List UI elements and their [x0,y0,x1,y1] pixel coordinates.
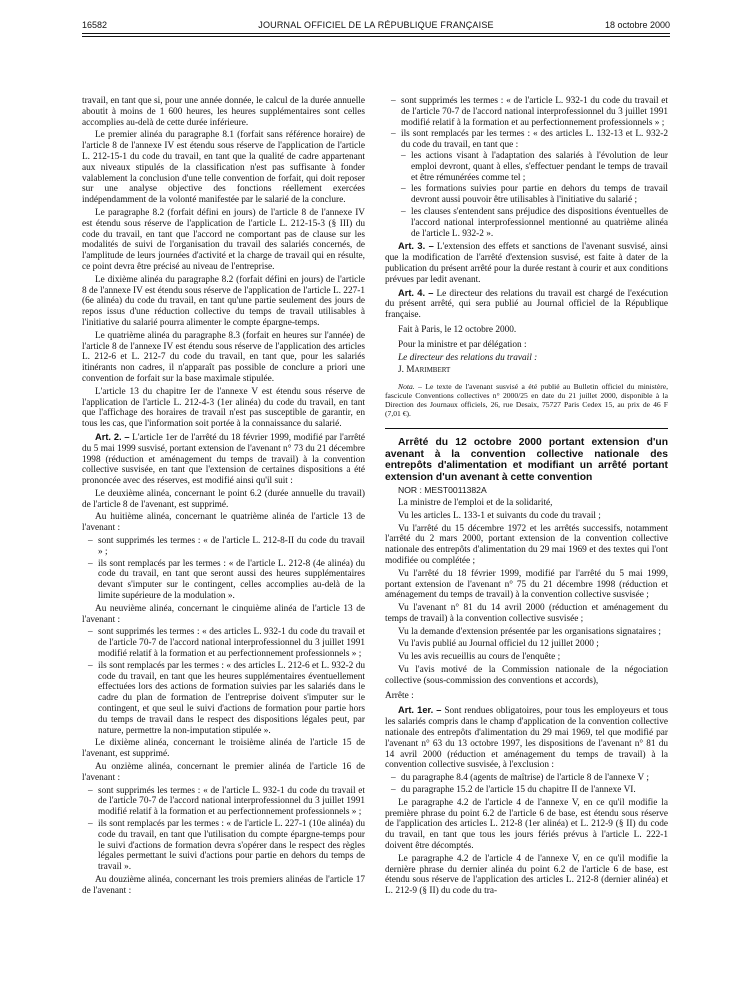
sub-list-item: – les clauses s'entendent sans préjudice des dispositions éventuelles de l'accord national interprofessionnel mentionné au quatrième alinéa de l'article L. 932-2 ». [411,207,668,239]
article-text: Sont rendues obligatoires, pour tous les employeurs et tous les salariés compris dans le champ d'application de la convention collective nationale des entrepôts d'alimentation du 29 mai 1969, tel que modifié par l'avenant n° 63 du 13 octobre 1997, les dispositions de l'avenant n° 81 du 14 avril 2000 (réduction et aménagement du temps de travail) à la convention collective susvisée, à l'exclusion : [385,706,668,771]
nota-note [385,382,668,418]
signatory-name: J. Marimbert [398,365,451,376]
article-3 [385,241,668,285]
article-2 [82,432,365,487]
visa: Vu l'avis publié au Journal officiel du 12 juillet 2000 ; [398,639,599,650]
visa: Vu l'arrêté du 15 décembre 1972 et les arrêtés successifs, notamment l'arrêté du 2 mars 2000, portant extension de la convention collective nationale des entrepôts d'alimentation du 29 mai 1969 et des textes qui l'ont modifiée ou complétée ; [385,523,668,566]
visa: Vu l'avenant n° 81 du 14 avril 2000 (réduction et aménagement du temps de travail) à la convention collective susvisée ; [385,603,668,624]
sub-list-item: – les formations suivies pour partie en dehors du temps de travail devront aussi pouvoir être utilisables à l'initiative du salarié ; [411,184,668,206]
list-item: – sont supprimés les termes : « de l'article L. 932-1 du code du travail et de l'article 70-7 de l'accord national interprofessionnel du 3 juillet 1991 modifié relatif à la formation et au perfectionnement professionnels » ; [98,786,365,818]
article-text: L'article 1er de l'arrêté du 18 février 1999, modifié par l'arrêté du 5 mai 1999 susvisé, portant extension de l'avenant n° 73 du 21 décembre 1998 (réduction et aménagement du temps de travail) à la convention collective susvisée, en tant que l'extension de certaines dispositions a été prononcée avec des réserves, est modifié ainsi qu'il suit : [82,432,365,487]
paragraph: Au huitième alinéa, concernant le quatrième alinéa de l'article 13 de l'avenant : [82,512,365,534]
paragraph: Le premier alinéa du paragraphe 8.1 (forfait sans référence horaire) de l'article 8 de l'annexe IV est étendu sous réserve de l'application de l'article L. 212-15-1 du code du travail, en tant que la qualité de cadre appartenant aux niveaux stipulés de la classification n'est pas suffisante à fonder valablement la conclusion d'une telle convention de forfait, qui doit reposer sur une analyse objective des fonctions réellement exercées indépendamment de la volonté manifestée par le salarié de la conclure. [82,130,365,206]
paragraph: travail, en tant que si, pour une année donnée, le calcul de la durée annuelle aboutit à moins de 1 600 heures, les heures supplémentaires sont celles accomplies au-delà de cette durée inférieure. [82,96,365,128]
nota-text: – Le texte de l'avenant susvisé a été publié au Bulletin officiel du ministère, fascicule Conventions collectives n° 2000/25 en date du 21 juillet 2000, disponible à la Direction des Journaux officiels, 26, rue Desaix, 75727 Paris Cedex 15, au prix de 46 F (7,01 €). [385,382,668,419]
paragraph: Au neuvième alinéa, concernant le cinquième alinéa de l'article 13 de l'avenant : [82,603,365,625]
sub-list-item: – les actions visant à l'adaptation des salariés à l'évolution de leur emploi devront, quant à elles, s'effectuer pendant le temps de travail et être rémunérées comme tel ; [411,151,668,183]
visa: La ministre de l'emploi et de la solidarité, [398,497,553,508]
article-label: Art. 1er. – [398,705,442,716]
list-item: – du paragraphe 15.2 de l'article 15 du chapitre II de l'annexe VI. [401,785,668,796]
page-number: 16582 [82,20,108,30]
article-1 [385,705,668,771]
visa: Vu l'avis motivé de la Commission nationale de la négociation collective (sous-commission des conventions et accords), [385,665,668,686]
visa: Vu la demande d'extension présentée par les organisations signataires ; [398,626,661,637]
left-column [82,96,365,899]
article-label: Art. 4. – [398,287,434,298]
sub-list [401,151,668,239]
paragraph: Au douzième alinéa, concernant les trois premiers alinéas de l'article 17 de l'avenant : [82,874,365,896]
paragraph: Le dixième alinéa du paragraphe 8.2 (forfait défini en jours) de l'article 8 de l'annexe IV est étendu sous réserve de l'application de l'article L. 227-1 (6e alinéa) du code du travail, en tant qu'une partie seulement des jours de repos issus d'une réduction collective du temps de travail utilisables à l'initiative du salarié pourra alimenter le compte épargne-temps. [82,274,365,328]
dash-list [385,96,668,239]
list-item: – du paragraphe 8.4 (agents de maîtrise) de l'article 8 de l'annexe V ; [401,773,668,784]
list-item: – ils sont remplacés par les termes : « de l'article L. 212-8 (4e alinéa) du code du travail, en tant que seront aussi des heures supplémentaires devant s'imputer sur le contingent, celles accomplies au-delà de la limite supérieure de la modulation ». [98,559,365,602]
paragraph: Au onzième alinéa, concernant le premier alinéa de l'article 16 de l'avenant : [82,762,365,783]
decree-title: Arrêté du 12 octobre 2000 portant extension d'un avenant à la convention collective nationale des entrepôts d'alimentation et modifiant un arrêté portant extension d'un avenant à cette convention [385,437,668,483]
dash-list [385,773,668,796]
section-separator [385,428,668,429]
signature-line: Pour la ministre et par délégation : [398,339,527,350]
list-item: – ils sont remplacés par les termes : « des articles L. 212-6 et L. 932-2 du code du travail, en tant que les heures supplémentaires éventuellement effectuées lors des actions de formation suivies par les salariés dans le cadre du plan de formation de l'entreprise doivent s'imputer sur le contingent, et que seul le suivi d'actions de formation pour partie hors du temps de travail dans le respect des dispositions légales peut, par nature, permettre la non-imputation stipulée ». [98,661,365,737]
dash-list [82,536,365,602]
visa: Vu les avis recueillis au cours de l'enquête ; [398,652,561,663]
article-text: Le directeur des relations du travail est chargé de l'exécution du présent arrêté, qui sera publié au Journal officiel de la République française. [385,288,668,321]
paragraph: Le paragraphe 4.2 de l'article 4 de l'annexe V, en ce qu'il modifie la première phrase du point 6.2 de l'article 6 de base, est étendu sous réserve de l'application des articles L. 212-8 (1er alinéa) et L. 212-9 (§ II) du code du travail, en tant que tous les jours fériés prévus à l'article L. 222-1 doivent être décomptés. [385,797,668,852]
header-rule-thin [82,36,670,37]
article-label: Art. 3. – [398,241,434,252]
visa: Vu les articles L. 133-1 et suivants du code du travail ; [398,510,601,521]
issue-date: 18 octobre 2000 [604,20,670,30]
list-item-text: ils sont remplacés par les termes : « des articles L. 132-13 et L. 932-2 du code du travail, en tant que : [401,129,668,151]
dash-list [82,627,365,736]
paragraph: Le paragraphe 8.2 (forfait défini en jours) de l'article 8 de l'annexe IV est étendu sous réserve de l'application de l'article L. 212-15-3 (§ III) du code du travail, en tant que l'accord ne comportant pas de clause sur les modalités de suivi de l'organisation du travail des salariés concernés, de l'amplitude de leurs journées d'activité et la charge de travail qui en résulte, ce point devra être précisé au niveau de l'entreprise. [82,207,365,272]
header-rule [82,33,670,34]
paragraph: L'article 13 du chapitre Ier de l'annexe V est étendu sous réserve de l'application de l'article L. 212-4-3 (1er alinéa) du code du travail, en tant que l'affichage des horaires de travail n'est pas susceptible de garantir, en tous les cas, que l'information soit portée à la connaissance du salarié. [82,386,365,430]
right-column [385,96,668,899]
dash-list [82,786,365,873]
journal-title: JOURNAL OFFICIEL DE LA RÉPUBLIQUE FRANÇAISE [258,20,494,30]
list-item: – sont supprimés les termes : « de l'article L. 932-1 du code du travail et de l'article 70-7 de l'accord national interprofessionnel du 3 juillet 1991 modifié relatif à la formation et au perfectionnement professionnels » ; [401,96,668,128]
article-4 [385,288,668,321]
article-label: Art. 2. – [95,431,130,442]
paragraph: Le paragraphe 4.2 de l'article 4 de l'annexe V, en ce qu'il modifie la dernière phrase du dernier alinéa du point 6.2 de l'article 6 de base, est étendu sous réserve de l'application des articles L. 212-8 (dernier alinéa) et L. 212-9 (§ II) du code du tra- [385,853,668,897]
nor-reference: NOR : MEST0011382A [398,485,487,496]
arrete-heading: Arrête : [385,690,414,701]
nota-label: Nota. [398,382,415,392]
paragraph: Le quatrième alinéa du paragraphe 8.3 (forfait en heures sur l'année) de l'article 8 de l'annexe IV est étendu sous réserve de l'application des articles L. 212-6 et L. 212-7 du code du travail, en tant que, pour les salariés itinérants non cadres, il n'apparaît pas possible de conclure a priori une convention de forfait sur la base maximale stipulée. [82,330,365,384]
paragraph: Le deuxième alinéa, concernant le point 6.2 (durée annuelle du travail) de l'article 8 de l'avenant, est supprimé. [82,488,365,510]
list-item: – sont supprimés les termes : « des articles L. 932-1 du code du travail et de l'article 70-7 de l'accord national interprofessionnel du 3 juillet 1991 modifié relatif à la formation et au perfectionnement professionnels » ; [98,627,365,659]
paragraph: Le dixième alinéa, concernant le troisième alinéa de l'article 15 de l'avenant, est supprimé. [82,738,365,760]
signature-title: Le directeur des relations du travail : [398,352,538,363]
visa: Vu l'arrêté du 18 février 1999, modifié par l'arrêté du 5 mai 1999, portant extension de l'avenant n° 75 du 21 décembre 1998 (réduction et aménagement du temps de travail) à la convention collective susvisée ; [385,568,668,601]
place-date: Fait à Paris, le 12 octobre 2000. [398,324,517,335]
list-item: – ils sont remplacés par les termes : « de l'article L. 227-1 (10e alinéa) du code du travail, en tant que l'utilisation du compte épargne-temps pour le suivi d'actions de formation devra s'opérer dans le respect des règles légales permettant le suivi d'actions pour partie en dehors du temps de travail ». [98,819,365,873]
list-item: – sont supprimés les termes : « de l'article L. 212-8-II du code du travail » ; [98,536,365,558]
article-text: L'extension des effets et sanctions de l'avenant susvisé, ainsi que la modification de l'arrêté d'extension susvisé, est faite à dater de la publication du présent arrêté pour la durée restant à courir et aux conditions prévues par ledit avenant. [385,242,668,285]
list-item [401,129,668,239]
